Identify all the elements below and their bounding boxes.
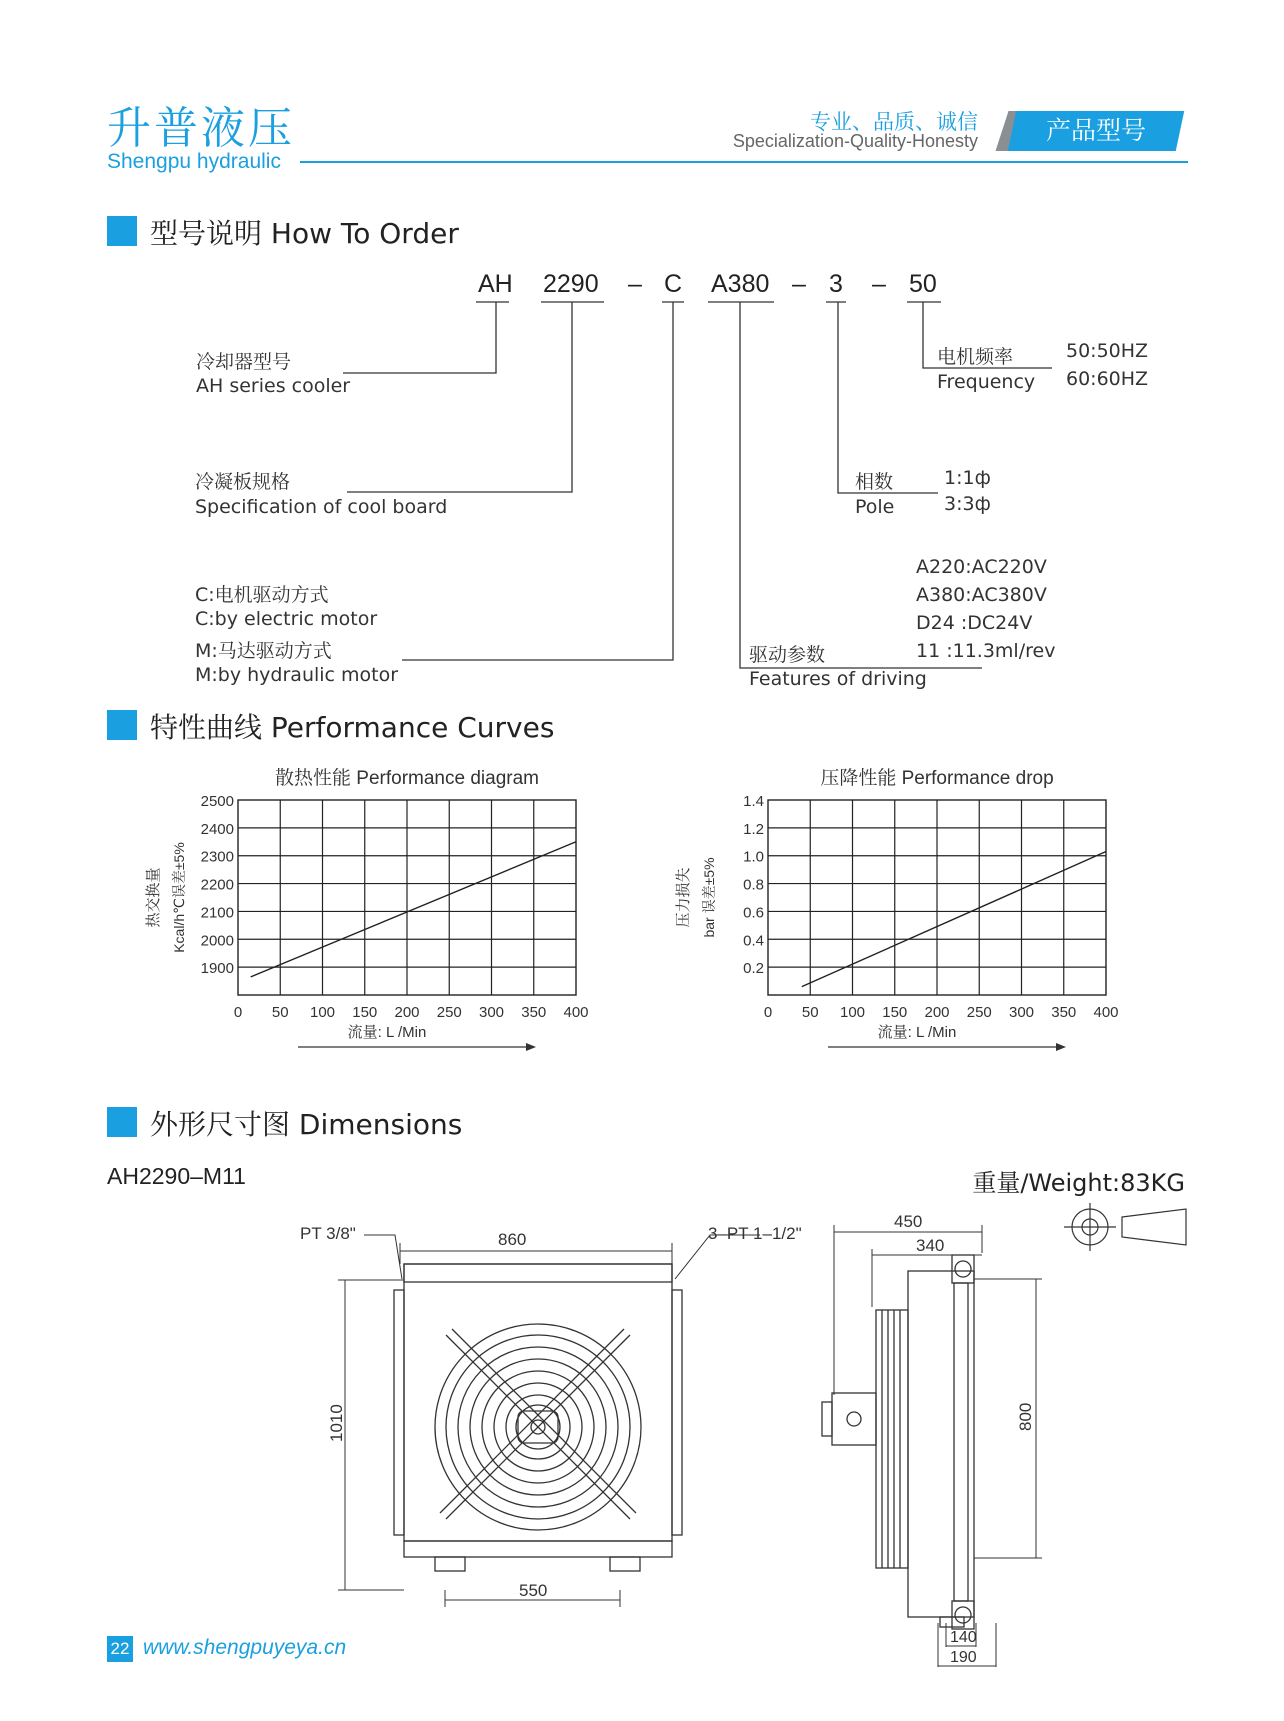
y-tick-label: 1.0 (743, 848, 764, 866)
y-tick-label: 2300 (200, 848, 234, 866)
section-title-dimensions: 外形尺寸图 Dimensions (150, 1108, 463, 1141)
section-title-curves: 特性曲线 Performance Curves (150, 711, 555, 744)
freq-option: 60:60HZ (1066, 368, 1149, 390)
y-tick-label: 1.4 (743, 793, 764, 810)
code-part-ah: AH (478, 270, 513, 298)
front-dimension-lines (338, 1235, 760, 1607)
brand-name-en: Shengpu hydraulic (107, 150, 281, 173)
x-tick-label: 150 (352, 1004, 378, 1021)
slogan-en: Specialization-Quality-Honesty (732, 131, 978, 151)
section-square-icon (107, 1107, 137, 1137)
driving-label-en: Features of driving (749, 668, 927, 690)
y-tick-label: 2400 (200, 820, 234, 838)
code-dash: – (872, 270, 886, 298)
chart-title: 压降性能 Performance drop (820, 768, 1054, 789)
cooler-label-cn: 冷却器型号 (196, 351, 292, 373)
board-label-en: Specification of cool board (195, 496, 448, 518)
height-label: 1010 (327, 1404, 346, 1442)
side-height-label: 800 (1016, 1402, 1035, 1431)
x-tick-label: 100 (309, 1004, 336, 1021)
front-view (394, 1264, 682, 1571)
driving-option: A380:AC380V (916, 584, 1047, 606)
code-part-pole: 3 (829, 270, 843, 298)
section-tag: 产品型号 (1008, 111, 1185, 151)
depth-total-label: 450 (894, 1212, 923, 1231)
board-label-cn: 冷凝板规格 (195, 471, 291, 493)
x-tick-label: 0 (233, 1004, 243, 1021)
x-tick-label: 300 (1008, 1004, 1035, 1021)
section-title-order: 型号说明 How To Order (150, 217, 459, 250)
x-tick-label: 150 (882, 1004, 908, 1021)
x-axis-arrowhead (1056, 1043, 1066, 1051)
x-tick-label: 50 (271, 1004, 289, 1021)
side-view (822, 1255, 974, 1629)
code-part-freq: 50 (909, 270, 937, 298)
base-width-label: 550 (519, 1581, 548, 1600)
side-dimension-lines (834, 1225, 1042, 1667)
x-tick-label: 350 (1051, 1004, 1077, 1021)
drive-m-cn: M:马达驱动方式 (195, 640, 332, 662)
x-tick-label: 400 (563, 1004, 589, 1021)
foot-outer-label: 190 (950, 1649, 977, 1666)
y-tick-label: 0.4 (743, 932, 764, 950)
x-axis-label: 流量: L /Min (347, 1024, 427, 1041)
x-tick-label: 100 (839, 1004, 866, 1021)
depth-inner-label: 340 (916, 1236, 945, 1255)
code-part-board: 2290 (543, 270, 599, 298)
y-axis-label: 压力损失 (675, 867, 692, 928)
y-tick-label: 0.6 (743, 904, 764, 922)
x-tick-label: 0 (763, 1004, 773, 1021)
pt-left-label: PT 3/8" (300, 1224, 356, 1243)
cooler-label-en: AH series cooler (196, 375, 351, 397)
pole-option: 3:3ф (944, 493, 991, 515)
y-tick-label: 0.8 (743, 876, 764, 894)
x-tick-label: 350 (521, 1004, 547, 1021)
y-tick-label: 2100 (200, 904, 234, 922)
x-tick-label: 250 (436, 1004, 462, 1021)
width-label: 860 (498, 1230, 527, 1249)
model-number: AH2290–M11 (107, 1163, 246, 1189)
code-dash: – (628, 270, 642, 298)
y-tick-label: 2000 (200, 932, 234, 950)
pole-label-en: Pole (855, 496, 895, 518)
driving-option: 11 :11.3ml/rev (916, 640, 1056, 662)
drive-c-cn: C:电机驱动方式 (195, 584, 329, 606)
x-tick-label: 200 (924, 1004, 950, 1021)
freq-label-cn: 电机频率 (937, 346, 1014, 368)
projection-symbol-icon (1064, 1203, 1186, 1251)
x-axis-arrowhead (526, 1043, 536, 1051)
code-part-drive: C (664, 270, 683, 298)
freq-option: 50:50HZ (1066, 340, 1149, 362)
slogan-cn: 专业、品质、诚信 (810, 110, 978, 134)
pole-option: 1:1ф (944, 467, 991, 489)
y-tick-label: 1.2 (743, 820, 764, 838)
section-square-icon (107, 710, 137, 740)
x-tick-label: 300 (478, 1004, 505, 1021)
driving-option: A220:AC220V (916, 556, 1047, 578)
x-axis-label: 流量: L /Min (877, 1024, 957, 1041)
heat-chart (130, 760, 650, 1080)
y-tick-label: 1900 (200, 960, 234, 978)
driving-option: D24 :DC24V (916, 612, 1033, 634)
x-tick-label: 200 (394, 1004, 420, 1021)
y-axis-label: 热交换量 (145, 867, 162, 928)
chart-title: 散热性能 Performance diagram (275, 768, 539, 789)
series-line (251, 842, 576, 977)
x-tick-label: 400 (1093, 1004, 1119, 1021)
y-tick-label: 2200 (200, 876, 234, 894)
code-part-driving: A380 (711, 270, 770, 298)
weight-label: 重量/Weight:83KG (972, 1169, 1185, 1197)
drive-c-en: C:by electric motor (195, 608, 378, 630)
x-tick-label: 50 (801, 1004, 819, 1021)
y-axis-label-unit: Kcal/h℃误差±5% (171, 842, 187, 953)
code-dash: – (792, 270, 806, 298)
drive-m-en: M:by hydraulic motor (195, 664, 399, 686)
pt-right-label: 3–PT 1–1/2" (708, 1224, 802, 1243)
foot-inner-label: 140 (950, 1629, 977, 1646)
y-tick-label: 0.2 (743, 960, 764, 978)
drop-chart (660, 760, 1180, 1080)
brand-name-cn: 升普液压 (107, 103, 295, 154)
driving-label-cn: 驱动参数 (749, 644, 826, 666)
x-tick-label: 250 (966, 1004, 992, 1021)
freq-label-en: Frequency (937, 371, 1036, 393)
website-link[interactable]: www.shengpuyeya.cn (143, 1636, 347, 1659)
pole-label-cn: 相数 (855, 471, 894, 493)
page-number: 22 (107, 1636, 133, 1662)
y-axis-label-unit: bar 误差±5% (701, 857, 717, 938)
y-tick-label: 2500 (200, 793, 234, 810)
series-line (802, 852, 1106, 987)
